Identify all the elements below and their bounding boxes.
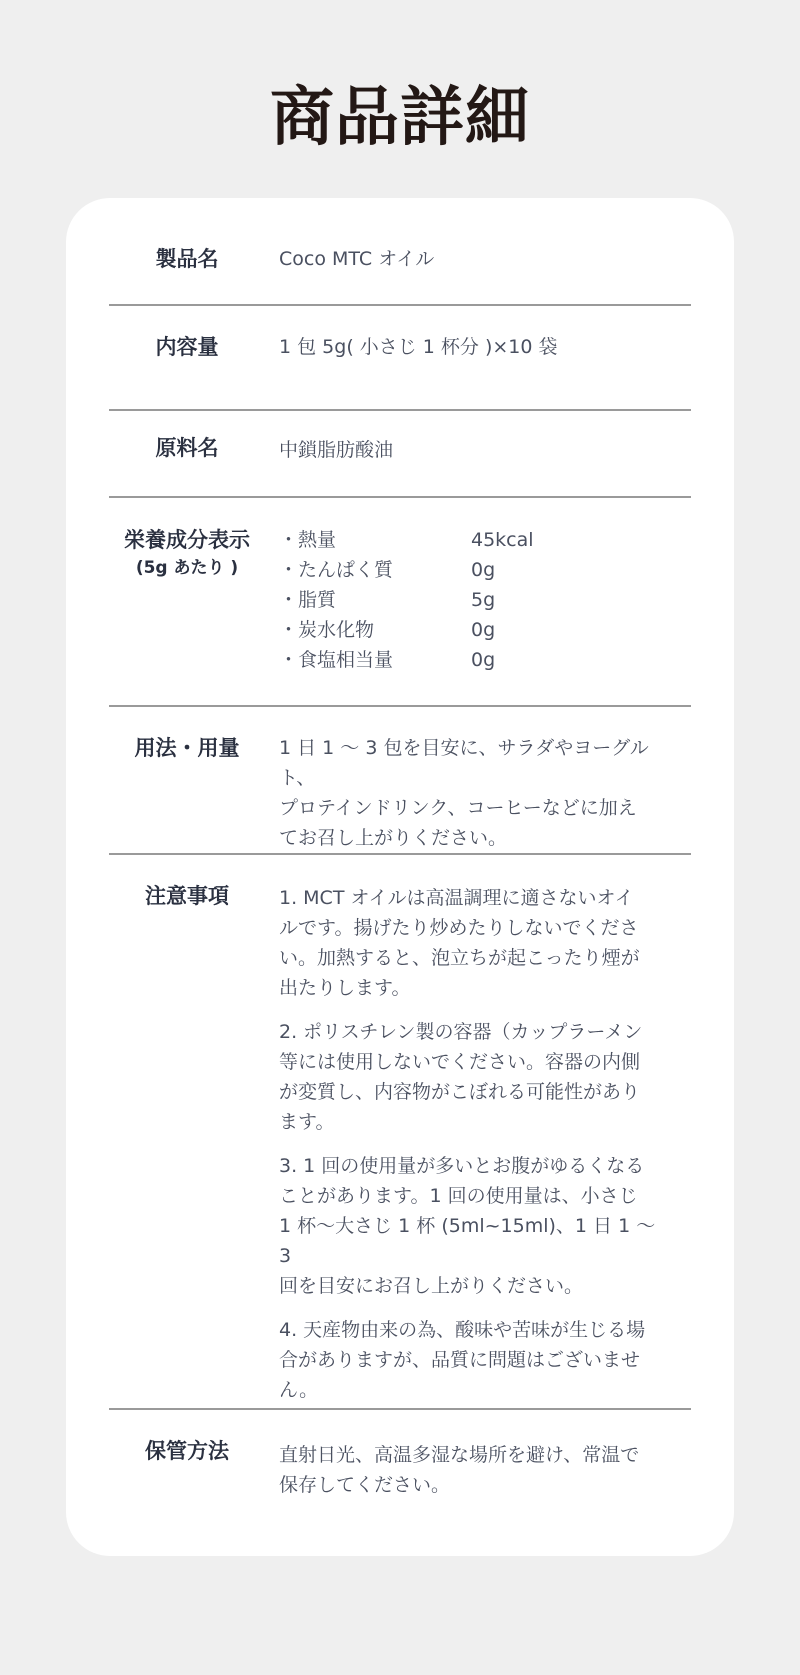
nutrition-item-value: 45kcal — [471, 529, 534, 551]
divider — [109, 705, 691, 707]
nutrition-sublabel: (5g あたり ) — [135, 558, 239, 578]
page-title: 商品詳細 — [270, 81, 530, 155]
divider — [109, 853, 691, 855]
nutrition-item — [279, 555, 671, 585]
caution-line: 出たりします。 — [279, 977, 411, 999]
usage-value — [279, 733, 671, 853]
usage-label: 用法・用量 — [134, 736, 240, 760]
divider — [109, 409, 691, 411]
nutrition-item-name: ・たんぱく質 — [279, 559, 394, 581]
caution-line: 2. ポリスチレン製の容器（カップラーメン — [279, 1021, 643, 1043]
nutrition-item-value: 0g — [471, 619, 496, 641]
nutrition-table — [279, 525, 671, 675]
divider — [109, 496, 691, 498]
product-name-row — [109, 244, 691, 284]
nutrition-label — [109, 525, 265, 581]
nutrition-item-name: ・熱量 — [279, 529, 337, 551]
nutrition-item-name: ・脂質 — [279, 589, 337, 611]
divider — [109, 1408, 691, 1410]
nutrition-item-name: ・食塩相当量 — [279, 649, 394, 671]
nutrition-item-value: 5g — [471, 589, 496, 611]
caution-line: 等には使用しないでください。容器の内側 — [279, 1051, 641, 1073]
nutrition-item — [279, 525, 671, 555]
divider — [109, 304, 691, 306]
caution-line: ルです。揚げたり炒めたりしないでくださ — [279, 917, 639, 939]
nutrition-item-value: 0g — [471, 559, 496, 581]
contents-value: 1 包 5g( 小さじ 1 杯分 )×10 袋 — [279, 336, 558, 358]
caution-line: ん。 — [279, 1379, 319, 1401]
ingredients-value: 中鎖脂肪酸油 — [279, 439, 394, 461]
storage-label: 保管方法 — [145, 1439, 229, 1463]
product-name-label: 製品名 — [155, 247, 219, 271]
storage-row — [109, 1436, 691, 1506]
cautions-label: 注意事項 — [145, 884, 229, 908]
nutrition-item-value: 0g — [471, 649, 496, 671]
storage-value — [279, 1440, 671, 1500]
usage-row — [109, 733, 691, 849]
nutrition-item-name: ・炭水化物 — [279, 619, 375, 641]
nutrition-item — [279, 585, 671, 615]
caution-line: が変質し、内容物がこぼれる可能性があり — [279, 1081, 641, 1103]
nutrition-item — [279, 645, 671, 675]
contents-label: 内容量 — [155, 335, 219, 359]
caution-line: 合がありますが、品質に問題はございませ — [279, 1349, 641, 1371]
nutrition-item — [279, 615, 671, 645]
product-name-value: Coco MTC オイル — [279, 248, 435, 270]
contents-row — [109, 332, 691, 372]
caution-item — [279, 1151, 671, 1301]
caution-item — [279, 883, 671, 1003]
usage-line: 1 日 1 〜 3 包を目安に、サラダやヨーグルト、 — [279, 737, 649, 789]
storage-line: 直射日光、高温多湿な場所を避け、常温で — [279, 1444, 640, 1466]
storage-line: 保存してください。 — [279, 1474, 451, 1496]
ingredients-row — [109, 435, 691, 475]
usage-line: てお召し上がりください。 — [279, 827, 508, 849]
nutrition-row — [109, 525, 691, 685]
caution-line: 1. MCT オイルは高温調理に適さないオイ — [279, 887, 634, 909]
ingredients-label: 原料名 — [155, 436, 219, 460]
caution-item — [279, 1017, 671, 1137]
caution-line: 回を目安にお召し上がりください。 — [279, 1275, 584, 1297]
caution-item — [279, 1315, 671, 1405]
caution-line: 1 杯〜大さじ 1 杯 (5ml~15ml)、1 日 1 〜 3 — [279, 1215, 656, 1267]
cautions-list — [279, 883, 671, 1419]
product-detail-card — [66, 198, 734, 1556]
nutrition-label-text: 栄養成分表示 — [124, 528, 250, 552]
caution-line: ます。 — [279, 1111, 335, 1133]
caution-line: 3. 1 回の使用量が多いとお腹がゆるくなる — [279, 1155, 645, 1177]
caution-line: ことがあります。1 回の使用量は、小さじ — [279, 1185, 638, 1207]
caution-line: い。加熱すると、泡立ちが起こったり煙が — [279, 947, 640, 969]
caution-line: 4. 天産物由来の為、酸味や苦味が生じる場 — [279, 1319, 646, 1341]
usage-line: プロテインドリンク、コーヒーなどに加え — [279, 797, 637, 819]
